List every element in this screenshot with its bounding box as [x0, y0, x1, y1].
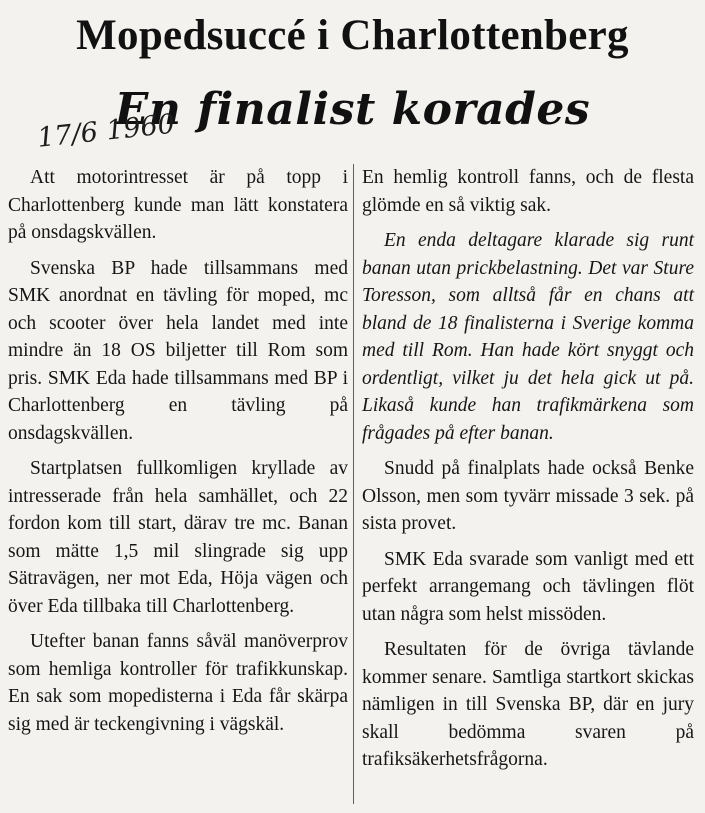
paragraph: En hemlig kontroll fanns, och de flesta glömde en så viktig sak.	[362, 167, 694, 216]
article-column-left	[8, 164, 348, 804]
paragraph: En enda deltagare klarade sig runt banan utan prickbelastning. Det var Sture Toresson, som alltså får en chans att bland de 18 finalisterna i Sverige komma med till Rom. Han hade kört snyggt och ordentligt, vilket ju det hela gick ut på. Likaså kunde han trafikmärkena som frågades på efter banan.	[362, 230, 694, 444]
headline: Mopedsuccé i Charlottenberg	[76, 12, 629, 59]
handwritten-date: 17/6 1960	[35, 108, 177, 154]
paragraph: Startplatsen fullkomligen kryllade av intresserade från hela samhället, och 22 fordon kom till start, därav tre mc. Banan som mätte 1,5 mil slingrade sig upp Sätravägen, ner mot Eda, Höja vägen och över Eda tillbaka till Charlottenberg.	[8, 458, 348, 617]
paragraph: SMK Eda svarade som vanligt med ett perfekt arrangemang och tävlingen flöt utan några som helst missöden.	[362, 548, 694, 625]
paragraph: Att motorintresset är på topp i Charlottenberg kunde man lätt konstatera på onsdagskvällen.	[8, 167, 348, 243]
article-column-right	[362, 164, 694, 804]
column-divider	[353, 164, 354, 804]
paragraph: Utefter banan fanns såväl manöverprov som hemliga kontroller för trafikkunskap. En sak som mopedisterna i Eda får skärpa sig med är teckengivning i vägskäl.	[8, 631, 348, 735]
paragraph: Snudd på finalplats hade också Benke Olsson, men som tyvärr missade 3 sek. på sista provet.	[362, 458, 694, 534]
paragraph: Svenska BP hade tillsammans med SMK anordnat en tävling för moped, mc och scooter över hela landet med inte mindre än 18 OS biljetter till Rom som pris. SMK Eda hade tillsammans med BP i Charlottenberg en tävling på onsdagskvällen.	[8, 257, 348, 444]
subheadline: En finalist korades	[114, 84, 591, 135]
paragraph: Resultaten för de övriga tävlande kommer senare. Samtliga startkort skickas nämligen in till Svenska BP, där en jury skall bedömma svaren på trafiksäkerhetsfrågorna.	[362, 639, 694, 770]
